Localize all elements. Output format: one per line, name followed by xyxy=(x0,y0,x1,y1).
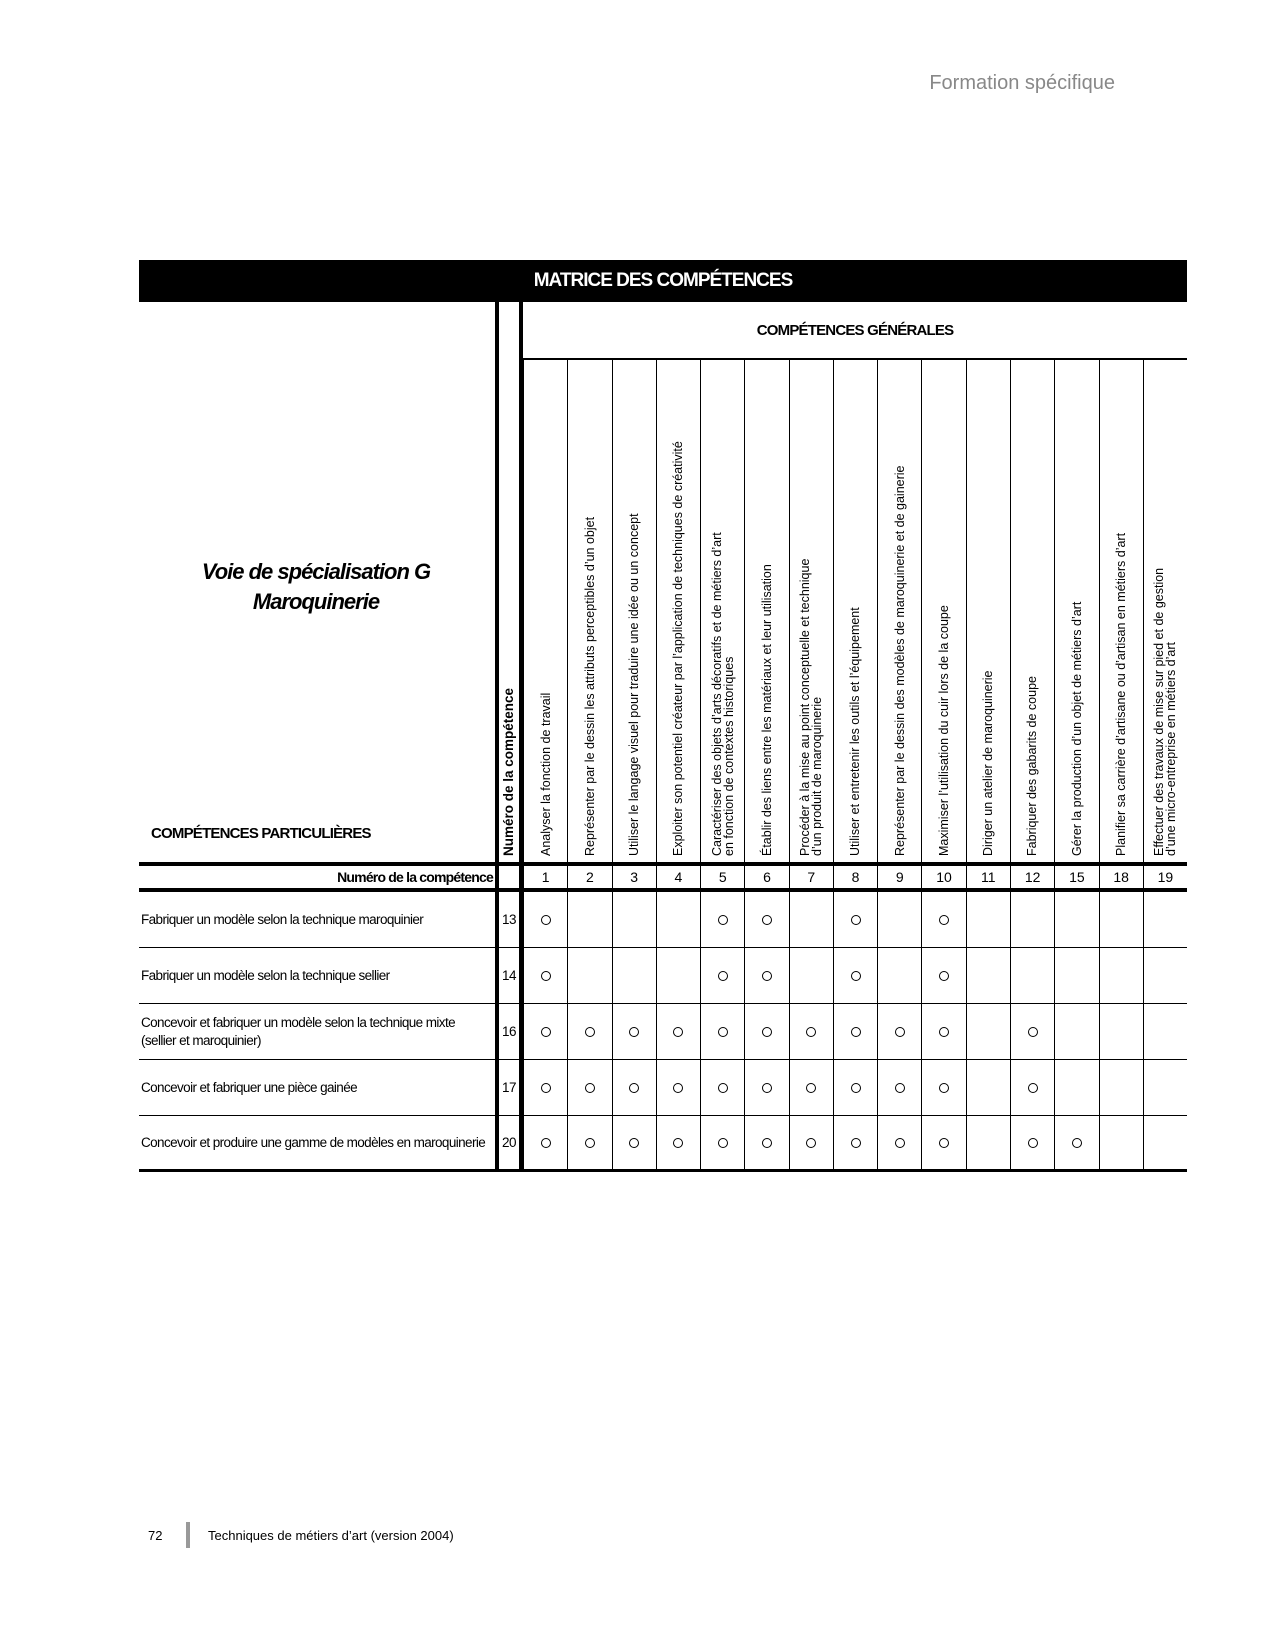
general-competency-title xyxy=(981,670,995,856)
matrix-cell xyxy=(656,1116,700,1169)
matrix-cell xyxy=(833,1060,877,1115)
competency-link-mark-icon xyxy=(895,1027,905,1037)
matrix-cell xyxy=(789,1116,833,1169)
specialisation-line-2: Maroquinerie xyxy=(252,589,380,614)
general-competency-number: 8 xyxy=(833,866,877,888)
competency-link-mark-icon xyxy=(1072,1138,1082,1148)
matrix-cell xyxy=(1010,1116,1054,1169)
matrix-cell xyxy=(523,1004,567,1059)
competency-link-mark-icon xyxy=(541,971,551,981)
general-competency-title-line: Procéder à la mise au point conceptuelle et technique xyxy=(798,558,813,856)
general-competency-header xyxy=(833,360,877,862)
matrix-cell xyxy=(1010,1004,1054,1059)
footer-divider xyxy=(186,1522,190,1548)
general-competency-title xyxy=(1114,533,1128,856)
number-column-header xyxy=(495,302,523,862)
competency-link-mark-icon xyxy=(851,915,861,925)
competency-link-mark-icon xyxy=(939,1027,949,1037)
general-competency-header xyxy=(656,360,700,862)
competency-link-mark-icon xyxy=(585,1138,595,1148)
general-competency-header xyxy=(877,360,921,862)
matrix-cell xyxy=(789,892,833,947)
particular-competency-number: 20 xyxy=(495,1116,523,1169)
general-competencies-columns xyxy=(523,358,1187,862)
competency-link-mark-icon xyxy=(718,971,728,981)
particular-competency-number: 13 xyxy=(495,892,523,947)
general-competency-number: 1 xyxy=(523,866,567,888)
general-competency-title-line: Exploiter son potentiel créateur par l’application de techniques de créativité xyxy=(671,441,686,856)
matrix-cell xyxy=(744,948,788,1003)
matrix-cell xyxy=(966,1116,1010,1169)
particular-competencies-label: COMPÉTENCES PARTICULIÈRES xyxy=(151,825,371,842)
general-competency-title xyxy=(848,607,862,856)
matrix-cell xyxy=(523,1060,567,1115)
general-competency-number: 9 xyxy=(877,866,921,888)
general-competency-header xyxy=(1054,360,1098,862)
general-competency-title-line: Fabriquer des gabarits de coupe xyxy=(1025,676,1040,856)
competency-link-mark-icon xyxy=(541,1027,551,1037)
number-row-blank-cell xyxy=(495,866,523,888)
matrix-cell xyxy=(744,1060,788,1115)
matrix-cell xyxy=(1099,948,1143,1003)
competency-link-mark-icon xyxy=(851,971,861,981)
general-competency-header xyxy=(567,360,611,862)
general-competency-title-line: Utiliser le langage visuel pour traduire une idée ou un concept xyxy=(627,513,642,856)
matrix-cell xyxy=(744,1004,788,1059)
general-competency-header xyxy=(523,360,567,862)
table-row xyxy=(139,1060,1187,1116)
matrix-cell xyxy=(789,948,833,1003)
matrix-cell xyxy=(921,1004,965,1059)
matrix-cell xyxy=(921,1060,965,1115)
general-competency-title-line: Planifier sa carrière d’artisane ou d’artisan en métiers d’art xyxy=(1114,532,1128,856)
matrix-cell xyxy=(1054,1060,1098,1115)
running-head: Formation spécifique xyxy=(929,72,1115,94)
particular-competency-label: Fabriquer un modèle selon la technique sellier xyxy=(141,967,390,983)
competency-link-mark-icon xyxy=(895,1138,905,1148)
matrix-cell xyxy=(612,1116,656,1169)
general-competency-header xyxy=(966,360,1010,862)
general-competency-title-line: Utiliser et entretenir les outils et l’équipement xyxy=(848,607,863,856)
matrix-cell xyxy=(612,1060,656,1115)
competency-link-mark-icon xyxy=(541,915,551,925)
matrix-cell xyxy=(1054,948,1098,1003)
matrix-cell xyxy=(1010,948,1054,1003)
general-competency-header xyxy=(1099,360,1143,862)
general-competency-header xyxy=(921,360,965,862)
matrix-cell xyxy=(833,1004,877,1059)
general-competency-number: 3 xyxy=(612,866,656,888)
competency-link-mark-icon xyxy=(673,1027,683,1037)
general-competency-title xyxy=(627,513,641,856)
competency-link-mark-icon xyxy=(762,915,772,925)
general-competency-title-line: Analyser la fonction de travail xyxy=(538,692,553,856)
matrix-cell xyxy=(567,1116,611,1169)
specialisation-title xyxy=(139,557,493,617)
competency-link-mark-icon xyxy=(762,971,772,981)
table-row xyxy=(139,1116,1187,1172)
general-competency-title-line: Diriger un atelier de maroquinerie xyxy=(981,670,996,856)
particular-competency-number: 16 xyxy=(495,1004,523,1059)
competency-link-mark-icon xyxy=(1028,1083,1038,1093)
matrix-cell xyxy=(1143,1116,1187,1169)
matrix-cell xyxy=(921,1116,965,1169)
matrix-cell xyxy=(700,1116,744,1169)
competency-link-mark-icon xyxy=(673,1083,683,1093)
general-competency-number: 4 xyxy=(656,866,700,888)
competency-link-mark-icon xyxy=(806,1083,816,1093)
matrix-cell xyxy=(877,1060,921,1115)
matrix-cell xyxy=(567,1004,611,1059)
general-competency-title-line: Représenter par le dessin les attributs perceptibles d’un objet xyxy=(582,516,597,856)
particular-competency-label: Concevoir et fabriquer une pièce gainée xyxy=(141,1079,358,1095)
competency-number-row xyxy=(139,862,1187,892)
particular-competency-label: Concevoir et fabriquer un modèle selon la technique mixte (sellier et maroquinier) xyxy=(141,1014,455,1048)
matrix-cell xyxy=(966,892,1010,947)
general-competency-title-line: Maximiser l’utilisation du cuir lors de la coupe xyxy=(936,605,951,856)
particular-competency-label: Concevoir et produire une gamme de modèles en maroquinerie xyxy=(141,1134,486,1150)
general-competency-title xyxy=(760,564,774,856)
matrix-cell xyxy=(1099,1116,1143,1169)
general-competency-header xyxy=(700,360,744,862)
matrix-cell xyxy=(789,1004,833,1059)
table-row xyxy=(139,892,1187,948)
general-competency-header xyxy=(612,360,656,862)
matrix-cell xyxy=(1143,948,1187,1003)
matrix-cell xyxy=(833,892,877,947)
general-competency-title xyxy=(893,465,907,856)
matrix-cell xyxy=(877,1004,921,1059)
general-competency-title-line: Représenter par le dessin des modèles de maroquinerie et de gainerie xyxy=(892,465,907,856)
competency-link-mark-icon xyxy=(939,971,949,981)
matrix-cell xyxy=(700,1060,744,1115)
matrix-cell xyxy=(966,1004,1010,1059)
matrix-cell xyxy=(567,892,611,947)
competency-link-mark-icon xyxy=(585,1027,595,1037)
matrix-cell xyxy=(1099,892,1143,947)
matrix-cell xyxy=(700,948,744,1003)
competency-link-mark-icon xyxy=(762,1027,772,1037)
general-competency-title xyxy=(583,517,597,856)
competency-link-mark-icon xyxy=(939,1083,949,1093)
competency-link-mark-icon xyxy=(1028,1138,1038,1148)
matrix-cell xyxy=(656,1004,700,1059)
competency-link-mark-icon xyxy=(629,1083,639,1093)
page-number: 72 xyxy=(148,1527,163,1543)
particular-competency-number: 17 xyxy=(495,1060,523,1115)
number-row-label: Numéro de la compétence xyxy=(337,869,493,885)
matrix-cell xyxy=(877,1116,921,1169)
matrix-cell xyxy=(921,892,965,947)
general-competency-number: 11 xyxy=(966,866,1010,888)
matrix-cell xyxy=(1010,1060,1054,1115)
page-footer xyxy=(148,1522,454,1548)
matrix-cell xyxy=(966,948,1010,1003)
matrix-cell xyxy=(966,1060,1010,1115)
competency-link-mark-icon xyxy=(541,1138,551,1148)
matrix-cell xyxy=(523,892,567,947)
general-competency-title-line: Effectuer des travaux de mise sur pied et de gestion xyxy=(1152,567,1167,856)
general-competency-title xyxy=(1025,676,1039,856)
general-competency-title-line: Caractériser des objets d’arts décoratifs et de métiers d’art xyxy=(709,532,724,856)
matrix-cell xyxy=(1054,1004,1098,1059)
general-competency-header xyxy=(744,360,788,862)
matrix-cell xyxy=(523,948,567,1003)
general-competency-header xyxy=(1143,360,1187,862)
matrix-cell xyxy=(877,948,921,1003)
competency-link-mark-icon xyxy=(762,1083,772,1093)
matrix-cell xyxy=(1143,892,1187,947)
matrix-cell xyxy=(1099,1004,1143,1059)
competency-link-mark-icon xyxy=(806,1138,816,1148)
general-competency-title xyxy=(799,559,823,856)
general-competency-number: 18 xyxy=(1099,866,1143,888)
particular-competency-number: 14 xyxy=(495,948,523,1003)
matrix-title: MATRICE DES COMPÉTENCES xyxy=(139,260,1187,302)
competency-link-mark-icon xyxy=(895,1083,905,1093)
matrix-cell xyxy=(1143,1004,1187,1059)
competency-link-mark-icon xyxy=(673,1138,683,1148)
competency-link-mark-icon xyxy=(1028,1027,1038,1037)
competency-link-mark-icon xyxy=(585,1083,595,1093)
matrix-cell xyxy=(1054,892,1098,947)
general-competency-title xyxy=(539,693,553,856)
competency-link-mark-icon xyxy=(718,1027,728,1037)
matrix-cell xyxy=(656,1060,700,1115)
matrix-cell xyxy=(1099,1060,1143,1115)
number-column-label: Numéro de la compétence xyxy=(501,687,516,856)
matrix-cell xyxy=(1054,1116,1098,1169)
general-competency-number: 12 xyxy=(1010,866,1054,888)
matrix-cell xyxy=(612,948,656,1003)
matrix-cell xyxy=(656,892,700,947)
document-title: Techniques de métiers d’art (version 2004) xyxy=(208,1527,454,1543)
matrix-cell xyxy=(921,948,965,1003)
matrix-cell xyxy=(744,1116,788,1169)
general-competency-number: 19 xyxy=(1143,866,1187,888)
general-competency-title-line: d’une micro-entreprise en métiers d’art xyxy=(1164,642,1179,856)
competency-link-mark-icon xyxy=(939,1138,949,1148)
matrix-cell xyxy=(1143,1060,1187,1115)
general-competency-title-line: d’un produit de maroquinerie xyxy=(810,696,825,856)
specialisation-line-1: Voie de spécialisation G xyxy=(201,559,431,584)
matrix-cell xyxy=(523,1116,567,1169)
general-competency-title xyxy=(671,441,685,856)
general-competency-number: 15 xyxy=(1054,866,1098,888)
general-competency-header xyxy=(1010,360,1054,862)
general-competency-title-line: Gérer la production d’un objet de métiers d’art xyxy=(1069,601,1084,856)
general-competencies-label: COMPÉTENCES GÉNÉRALES xyxy=(756,321,954,339)
competency-link-mark-icon xyxy=(939,915,949,925)
competency-link-mark-icon xyxy=(718,915,728,925)
general-competency-number: 5 xyxy=(700,866,744,888)
general-competency-title xyxy=(711,532,735,856)
general-competency-title xyxy=(1070,602,1084,856)
general-competency-number: 7 xyxy=(789,866,833,888)
matrix-cell xyxy=(567,1060,611,1115)
matrix-cell xyxy=(656,948,700,1003)
competency-link-mark-icon xyxy=(718,1083,728,1093)
competency-link-mark-icon xyxy=(851,1083,861,1093)
table-row xyxy=(139,948,1187,1004)
matrix-cell xyxy=(744,892,788,947)
general-competency-title-line: en fonction de contextes historiques xyxy=(721,656,736,856)
competency-link-mark-icon xyxy=(851,1027,861,1037)
competency-link-mark-icon xyxy=(851,1138,861,1148)
competency-link-mark-icon xyxy=(629,1027,639,1037)
general-competency-title-line: Établir des liens entre les matériaux et leur utilisation xyxy=(759,564,774,856)
matrix-cell xyxy=(612,892,656,947)
general-competency-title xyxy=(1153,568,1177,856)
general-competency-number: 10 xyxy=(921,866,965,888)
matrix-cell xyxy=(877,892,921,947)
matrix-cell xyxy=(700,892,744,947)
particular-competency-label: Fabriquer un modèle selon la technique maroquinier xyxy=(141,911,424,927)
general-competency-number: 6 xyxy=(744,866,788,888)
competency-link-mark-icon xyxy=(762,1138,772,1148)
matrix-cell xyxy=(789,1060,833,1115)
matrix-cell xyxy=(612,1004,656,1059)
competency-link-mark-icon xyxy=(718,1138,728,1148)
matrix-cell xyxy=(833,948,877,1003)
general-competency-number: 2 xyxy=(567,866,611,888)
competency-link-mark-icon xyxy=(806,1027,816,1037)
matrix-cell xyxy=(833,1116,877,1169)
general-competency-title xyxy=(937,605,951,856)
matrix-cell xyxy=(1010,892,1054,947)
general-competency-header xyxy=(789,360,833,862)
competency-link-mark-icon xyxy=(541,1083,551,1093)
matrix-cell xyxy=(700,1004,744,1059)
matrix-cell xyxy=(567,948,611,1003)
competency-link-mark-icon xyxy=(629,1138,639,1148)
matrix-header-left xyxy=(139,302,493,862)
table-row xyxy=(139,1004,1187,1060)
